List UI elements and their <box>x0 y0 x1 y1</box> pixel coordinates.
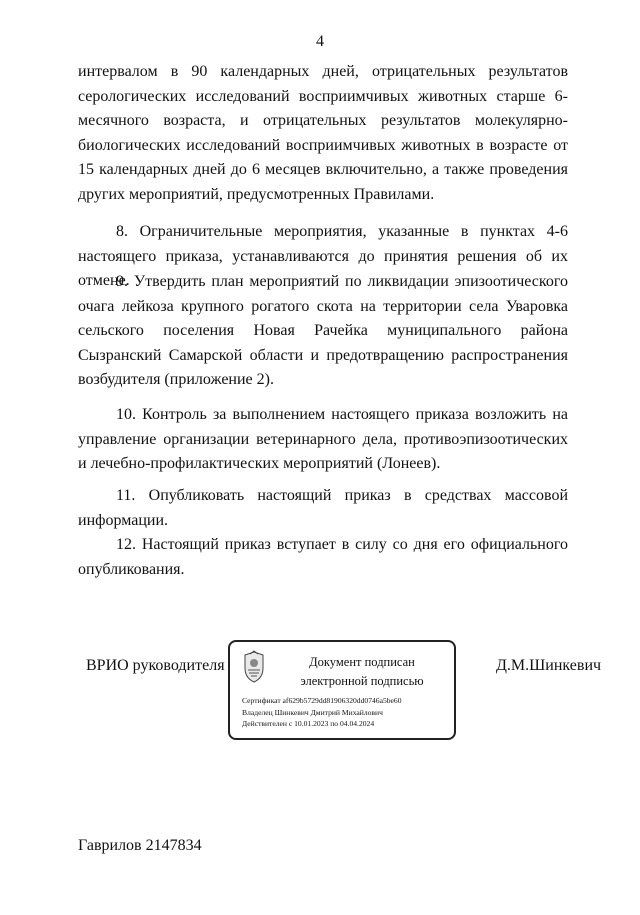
coat-of-arms-icon <box>242 650 266 684</box>
page-number: 4 <box>316 33 324 50</box>
stamp-validity: Действителен с 10.01.2023 по 04.04.2024 <box>242 719 375 728</box>
stamp-title-line-1: Документ подписан <box>309 655 415 669</box>
stamp-certificate: Сертификат af629b5729dd81906320dd0746a5be60 <box>242 696 402 705</box>
stamp-title <box>276 653 448 691</box>
paragraph-item-11: 11. Опубликовать настоящий приказ в средствах массовой информации. <box>78 487 568 529</box>
stamp-details <box>242 695 452 730</box>
signer-name: Д.М.Шинкевич <box>496 657 602 674</box>
electronic-signature-stamp <box>228 640 456 740</box>
paragraph-item-8: 8. Ограничительные мероприятия, указанные в пунктах 4-6 настоящего приказа, устанавливаются до принятия решения об их отмене. <box>78 223 568 289</box>
paragraph-item-9: 9. Утвердить план мероприятий по ликвидации эпизоотического очага лейкоза крупного рогатого скота на территории села Уваровка сельского поселения Новая Рачейка муниципального района Сызранский Самарской области и предотвращению распространения возбудителя (приложение 2). <box>78 273 568 388</box>
executor-note: Гаврилов 2147834 <box>78 837 202 854</box>
paragraph-continuation: интервалом в 90 календарных дней, отрицательных результатов серологических исследований восприимчивых животных старше 6-месячного возраста, и отрицательных результатов молекулярно-биологических исследований восприимчивых животных в возрасте от 15 календарных дней до 6 месяцев включительно, а также проведения других мероприятий, предусмотренных Правилами. <box>78 63 568 203</box>
paragraph-item-12: 12. Настоящий приказ вступает в силу со дня его официального опубликования. <box>78 536 568 578</box>
signer-position: ВРИО руководителя <box>86 657 225 674</box>
stamp-owner: Владелец Шинкевич Дмитрий Михайлович <box>242 707 383 717</box>
stamp-title-line-2: электронной подписью <box>300 674 424 688</box>
paragraph-item-10: 10. Контроль за выполнением настоящего приказа возложить на управление организации ветеринарного дела, противоэпизоотических и лечебно-профилактических мероприятий (Лонеев). <box>78 406 568 472</box>
